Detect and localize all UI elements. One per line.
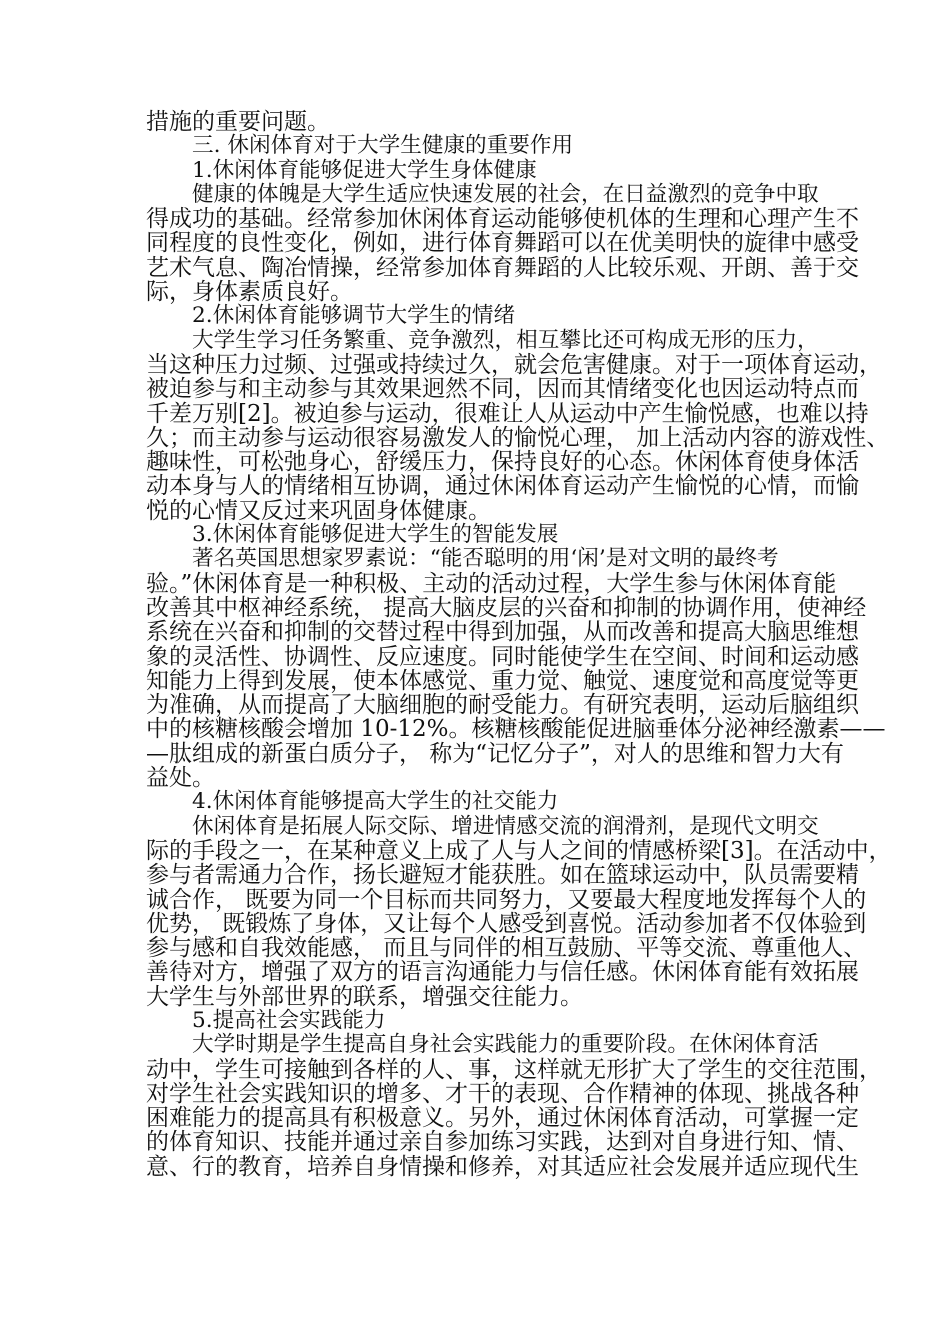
text-line: 著名英国思想家罗素说：“能否聪明的用‘闲’是对文明的最终考	[192, 546, 779, 572]
text-line: 参与感和自我效能感， 而且与同伴的相互鼓励、平等交流、尊重他人、	[146, 935, 867, 962]
text-line: 益处。	[146, 765, 215, 792]
text-line: 际，身体素质良好。	[146, 279, 353, 306]
text-line: 休闲体育是拓展人际交际、增进情感交流的润滑剂，是现代文明交	[192, 813, 819, 839]
text-line: 验。”休闲体育是一种积极、主动的活动过程，大学生参与休闲体育能	[146, 570, 837, 597]
text-line: 的体育知识、技能并通过亲自参加练习实践，达到对自身进行知、情、	[146, 1129, 859, 1156]
text-line: 大学生与外部世界的联系，增强交往能力。	[146, 983, 583, 1010]
text-line: 同程度的良性变化，例如，进行体育舞蹈可以在优美明快的旋律中感受	[146, 230, 859, 257]
text-line: 久；而主动参与运动很容易激发人的愉悦心理， 加上活动内容的游戏性、	[146, 424, 890, 451]
text-line: 千差万别[2]。被迫参与运动，很难让人从运动中产生愉悦感，也难以持	[146, 400, 869, 427]
text-line: 动中，学生可接触到各样的人、事，这样就无形扩大了学生的交往范围，	[146, 1056, 882, 1083]
text-line: 5.提高社会实践能力	[192, 1007, 386, 1033]
body-text	[146, 110, 916, 1179]
text-line: 优势， 既锻炼了身体，又让每个人感受到喜悦。活动参加者不仅体验到	[146, 910, 867, 937]
text-line: 趣味性，可松弛身心，舒缓压力，保持良好的心态。休闲体育使身体活	[146, 449, 859, 476]
text-line: 善待对方，增强了双方的语言沟通能力与信任感。休闲体育能有效拓展	[146, 959, 859, 986]
text-line: 措施的重要问题。	[146, 109, 330, 135]
text-line: 知能力上得到发展，使本体感觉、重力觉、触觉、速度觉和高度觉等更	[146, 667, 859, 694]
text-line: 动本身与人的情绪相互协调，通过休闲体育运动产生愉悦的心情，而愉	[146, 473, 859, 500]
text-line: 意、行的教育，培养自身情操和修养，对其适应社会发展并适应现代生	[146, 1153, 859, 1180]
text-line: 3.休闲体育能够促进大学生的智能发展	[192, 522, 559, 548]
text-line: 中的核糖核酸会增加 10-12%。核糖核酸能促进脑垂体分泌神经激素——	[146, 716, 886, 743]
text-line: 系统在兴奋和抑制的交替过程中得到加强，从而改善和提高大脑思维想	[146, 619, 859, 646]
text-line: 参与者需通力合作，扬长避短才能获胜。如在篮球运动中，队员需要精	[146, 862, 859, 889]
text-line: 大学时期是学生提高自身社会实践能力的重要阶段。在休闲体育活	[192, 1032, 819, 1058]
text-line: 1.休闲体育能够促进大学生身体健康	[192, 157, 537, 183]
text-line: 得成功的基础。经常参加休闲体育运动能够使机体的生理和心理产生不	[146, 206, 859, 233]
text-line: 诚合作， 既要为同一个目标而共同努力，又要最大程度地发挥每个人的	[146, 886, 867, 913]
text-line: —肽组成的新蛋白质分子， 称为“记忆分子”，对人的思维和智力大有	[146, 740, 844, 767]
text-line: 困难能力的提高具有积极意义。另外，通过休闲体育活动，可掌握一定	[146, 1105, 859, 1132]
text-line: 被迫参与和主动参与其效果迥然不同，因而其情绪变化也因运动特点而	[146, 376, 859, 403]
text-line: 改善其中枢神经系统， 提高大脑皮层的兴奋和抑制的协调作用，使神经	[146, 594, 867, 621]
text-line: 当这种压力过频、过强或持续过久，就会危害健康。对于一项体育运动，	[146, 351, 882, 378]
text-line: 对学生社会实践知识的增多、才干的表现、合作精神的体现、挑战各种	[146, 1080, 859, 1107]
text-line: 4.休闲体育能够提高大学生的社交能力	[192, 789, 559, 815]
text-line: 健康的体魄是大学生适应快速发展的社会，在日益激烈的竞争中取	[192, 181, 819, 207]
text-line: 际的手段之一，在某种意义上成了人与人之间的情感桥梁[3]。在活动中，	[146, 837, 892, 864]
text-line: 艺术气息、陶冶情操，经常参加体育舞蹈的人比较乐观、开朗、善于交	[146, 254, 859, 281]
text-line: 2.休闲体育能够调节大学生的情绪	[192, 303, 516, 329]
text-line: 为准确，从而提高了大脑细胞的耐受能力。有研究表明，运动后脑组织	[146, 692, 859, 719]
text-line: 象的灵活性、协调性、反应速度。同时能使学生在空间、时间和运动感	[146, 643, 859, 670]
document-page	[146, 110, 916, 1179]
text-line: 三. 休闲体育对于大学生健康的重要作用	[192, 133, 574, 159]
text-line: 悦的心情又反过来巩固身体健康。	[146, 497, 491, 524]
text-line: 大学生学习任务繁重、竞争激烈，相互攀比还可构成无形的压力，	[192, 327, 819, 353]
